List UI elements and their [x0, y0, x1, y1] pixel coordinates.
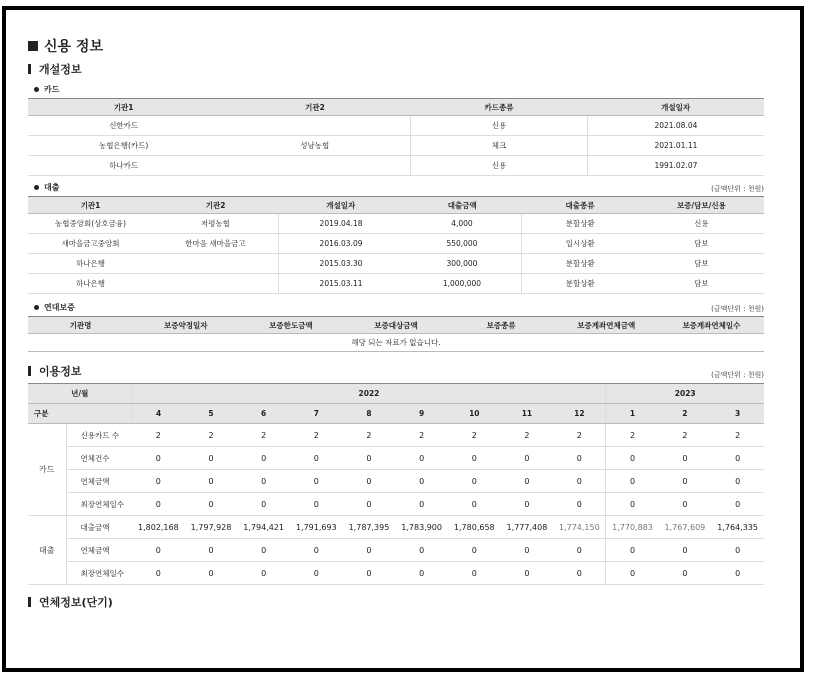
value-cell: 2 — [132, 424, 185, 447]
value-cell: 0 — [501, 539, 554, 562]
value-cell: 0 — [290, 539, 343, 562]
month-header: 2 — [659, 404, 712, 424]
guarantee-col-header: 보증종류 — [449, 317, 554, 334]
table-cell: 신용 — [411, 156, 588, 176]
value-cell: 0 — [343, 470, 396, 493]
bar-bullet-icon — [28, 366, 31, 376]
table-cell: 2015.03.11 — [278, 274, 403, 294]
guarantee-col-header: 기관명 — [28, 317, 133, 334]
table-cell: 550,000 — [403, 234, 521, 254]
month-header: 1 — [606, 404, 659, 424]
year-header: 2022 — [132, 384, 606, 404]
usage-table — [28, 383, 764, 585]
table-row — [28, 562, 764, 585]
table-cell: 하나카드 — [28, 156, 219, 176]
bar-bullet-icon — [28, 597, 31, 607]
table-cell: 2019.04.18 — [278, 214, 403, 234]
value-cell: 0 — [395, 493, 448, 516]
row-label: 대출금액 — [66, 516, 132, 539]
dot-bullet-icon — [34, 87, 39, 92]
month-header: 3 — [711, 404, 764, 424]
month-header: 8 — [343, 404, 396, 424]
open-info-heading: 개설정보 — [28, 60, 764, 78]
year-month-label: 년/월 — [28, 384, 132, 404]
table-cell: 하나은행 — [28, 254, 153, 274]
group-label: 카드 — [28, 424, 66, 516]
delinquency-heading: 연체정보(단기) — [28, 593, 764, 611]
table-cell: 담보 — [639, 254, 764, 274]
value-cell: 0 — [501, 493, 554, 516]
month-header: 12 — [553, 404, 606, 424]
table-cell: 농협중앙회(상호금융) — [28, 214, 153, 234]
value-cell: 1,787,395 — [343, 516, 396, 539]
value-cell: 0 — [343, 447, 396, 470]
table-row — [28, 447, 764, 470]
loan-col-header: 기관1 — [28, 197, 153, 214]
value-cell: 0 — [606, 447, 659, 470]
table-row — [28, 516, 764, 539]
value-cell: 0 — [395, 447, 448, 470]
usage-unit-note: (금액단위 : 천원) — [711, 371, 764, 379]
table-cell: 체크 — [411, 136, 588, 156]
value-cell: 0 — [501, 562, 554, 585]
value-cell: 2 — [343, 424, 396, 447]
guarantee-col-header: 보증계좌연체금액 — [554, 317, 659, 334]
card-col-header: 개설일자 — [587, 99, 764, 116]
loan-col-header: 대출금액 — [403, 197, 521, 214]
value-cell: 0 — [132, 562, 185, 585]
value-cell: 0 — [448, 539, 501, 562]
table-cell: 담보 — [639, 274, 764, 294]
value-cell: 0 — [711, 447, 764, 470]
table-cell: 300,000 — [403, 254, 521, 274]
value-cell: 0 — [553, 562, 606, 585]
value-cell: 0 — [132, 447, 185, 470]
table-cell: 새마을금고중앙회 — [28, 234, 153, 254]
value-cell: 0 — [553, 493, 606, 516]
value-cell: 0 — [343, 539, 396, 562]
table-cell: 1991.02.07 — [587, 156, 764, 176]
dot-bullet-icon — [34, 185, 39, 190]
value-cell: 0 — [606, 493, 659, 516]
bar-bullet-icon — [28, 64, 31, 74]
value-cell: 1,770,883 — [606, 516, 659, 539]
loan-col-header: 보증/담보/신용 — [639, 197, 764, 214]
card-col-header: 기관2 — [219, 99, 410, 116]
table-row — [28, 156, 764, 176]
value-cell: 0 — [343, 562, 396, 585]
credit-report — [28, 36, 764, 611]
value-cell: 0 — [448, 447, 501, 470]
value-cell: 2 — [237, 424, 290, 447]
row-label: 신용카드 수 — [66, 424, 132, 447]
month-header: 10 — [448, 404, 501, 424]
dot-bullet-icon — [34, 305, 39, 310]
table-cell — [219, 156, 410, 176]
value-cell: 0 — [501, 470, 554, 493]
value-cell: 0 — [290, 562, 343, 585]
value-cell: 2 — [659, 424, 712, 447]
table-cell: 담보 — [639, 234, 764, 254]
document-frame — [2, 6, 804, 672]
table-cell: 2021.08.04 — [587, 116, 764, 136]
value-cell: 0 — [711, 493, 764, 516]
value-cell: 0 — [395, 562, 448, 585]
value-cell: 1,802,168 — [132, 516, 185, 539]
value-cell: 0 — [448, 493, 501, 516]
table-row — [28, 234, 764, 254]
value-cell: 0 — [185, 470, 238, 493]
value-cell: 0 — [659, 562, 712, 585]
value-cell: 1,780,658 — [448, 516, 501, 539]
table-cell: 저평농협 — [153, 214, 278, 234]
month-header: 7 — [290, 404, 343, 424]
table-cell — [153, 254, 278, 274]
table-row — [28, 493, 764, 516]
value-cell: 0 — [606, 562, 659, 585]
table-cell: 4,000 — [403, 214, 521, 234]
value-cell: 0 — [553, 447, 606, 470]
value-cell: 2 — [185, 424, 238, 447]
value-cell: 0 — [659, 493, 712, 516]
table-cell: 분할상환 — [521, 254, 639, 274]
table-cell: 신용 — [639, 214, 764, 234]
guarantee-col-header: 보증한도금액 — [238, 317, 343, 334]
table-cell — [219, 116, 410, 136]
value-cell: 0 — [237, 470, 290, 493]
value-cell: 0 — [606, 539, 659, 562]
category-label: 구분 — [28, 404, 132, 424]
row-label: 최장연체일수 — [66, 562, 132, 585]
guarantee-col-header: 보증대상금액 — [343, 317, 448, 334]
guarantee-col-header: 보증계좌연체일수 — [659, 317, 764, 334]
value-cell: 1,797,928 — [185, 516, 238, 539]
table-cell: 일시상환 — [521, 234, 639, 254]
year-header: 2023 — [606, 384, 764, 404]
guarantee-col-header: 보증약정일자 — [133, 317, 238, 334]
value-cell: 0 — [711, 562, 764, 585]
value-cell: 0 — [606, 470, 659, 493]
table-cell: 2016.03.09 — [278, 234, 403, 254]
value-cell: 0 — [395, 539, 448, 562]
table-cell: 농협은행(카드) — [28, 136, 219, 156]
loan-col-header: 대출종류 — [521, 197, 639, 214]
table-cell: 2015.03.30 — [278, 254, 403, 274]
value-cell: 0 — [290, 493, 343, 516]
loan-heading: 대출 — [34, 180, 59, 194]
group-label: 대출 — [28, 516, 66, 585]
month-header: 6 — [237, 404, 290, 424]
value-cell: 1,767,609 — [659, 516, 712, 539]
value-cell: 0 — [395, 470, 448, 493]
value-cell: 0 — [237, 447, 290, 470]
row-label: 연체금액 — [66, 539, 132, 562]
table-cell: 성남농협 — [219, 136, 410, 156]
value-cell: 0 — [185, 562, 238, 585]
value-cell: 0 — [448, 562, 501, 585]
card-col-header: 카드종류 — [411, 99, 588, 116]
value-cell: 1,794,421 — [237, 516, 290, 539]
loan-col-header: 기관2 — [153, 197, 278, 214]
value-cell: 0 — [343, 493, 396, 516]
value-cell: 0 — [185, 447, 238, 470]
value-cell: 1,791,693 — [290, 516, 343, 539]
table-cell: 분할상환 — [521, 274, 639, 294]
loan-table — [28, 196, 764, 294]
guarantee-heading: 연대보증 — [34, 300, 75, 314]
value-cell: 2 — [553, 424, 606, 447]
value-cell: 0 — [185, 493, 238, 516]
row-label: 연체금액 — [66, 470, 132, 493]
value-cell: 0 — [132, 493, 185, 516]
table-cell: 1,000,000 — [403, 274, 521, 294]
value-cell: 1,764,335 — [711, 516, 764, 539]
table-row — [28, 136, 764, 156]
value-cell: 0 — [185, 539, 238, 562]
value-cell: 0 — [553, 539, 606, 562]
table-cell: 분할상환 — [521, 214, 639, 234]
month-header: 5 — [185, 404, 238, 424]
table-row — [28, 274, 764, 294]
table-row — [28, 254, 764, 274]
value-cell: 0 — [501, 447, 554, 470]
loan-col-header: 개설일자 — [278, 197, 403, 214]
value-cell: 0 — [132, 470, 185, 493]
value-cell: 0 — [553, 470, 606, 493]
value-cell: 1,783,900 — [395, 516, 448, 539]
table-cell: 한마음 새마을금고 — [153, 234, 278, 254]
table-cell: 하나은행 — [28, 274, 153, 294]
table-cell — [153, 274, 278, 294]
value-cell: 0 — [290, 470, 343, 493]
table-cell: 신용 — [411, 116, 588, 136]
row-label: 최장연체일수 — [66, 493, 132, 516]
page-title: 신용 정보 — [28, 36, 764, 56]
value-cell: 2 — [711, 424, 764, 447]
card-heading: 카드 — [34, 82, 764, 96]
value-cell: 1,774,150 — [553, 516, 606, 539]
value-cell: 0 — [659, 539, 712, 562]
row-label: 연체건수 — [66, 447, 132, 470]
month-header: 9 — [395, 404, 448, 424]
value-cell: 0 — [132, 539, 185, 562]
square-bullet-icon — [28, 41, 38, 51]
value-cell: 2 — [395, 424, 448, 447]
table-cell: 신한카드 — [28, 116, 219, 136]
value-cell: 2 — [606, 424, 659, 447]
table-row — [28, 539, 764, 562]
value-cell: 0 — [290, 447, 343, 470]
card-col-header: 기관1 — [28, 99, 219, 116]
value-cell: 2 — [290, 424, 343, 447]
table-row — [28, 470, 764, 493]
table-cell: 2021.01.11 — [587, 136, 764, 156]
month-header: 4 — [132, 404, 185, 424]
card-table — [28, 98, 764, 176]
value-cell: 2 — [501, 424, 554, 447]
month-header: 11 — [501, 404, 554, 424]
value-cell: 0 — [659, 470, 712, 493]
value-cell: 0 — [659, 447, 712, 470]
guarantee-table — [28, 316, 764, 352]
usage-heading: 이용정보 — [28, 362, 82, 380]
guarantee-unit-note: (금액단위 : 천원) — [711, 305, 764, 313]
value-cell: 0 — [711, 539, 764, 562]
table-row — [28, 116, 764, 136]
value-cell: 0 — [237, 539, 290, 562]
value-cell: 0 — [237, 493, 290, 516]
value-cell: 2 — [448, 424, 501, 447]
value-cell: 1,777,408 — [501, 516, 554, 539]
table-row — [28, 214, 764, 234]
table-row — [28, 424, 764, 447]
value-cell: 0 — [711, 470, 764, 493]
loan-unit-note: (금액단위 : 천원) — [711, 185, 764, 193]
value-cell: 0 — [448, 470, 501, 493]
no-data-message: 해당 되는 자료가 없습니다. — [28, 334, 764, 352]
value-cell: 0 — [237, 562, 290, 585]
